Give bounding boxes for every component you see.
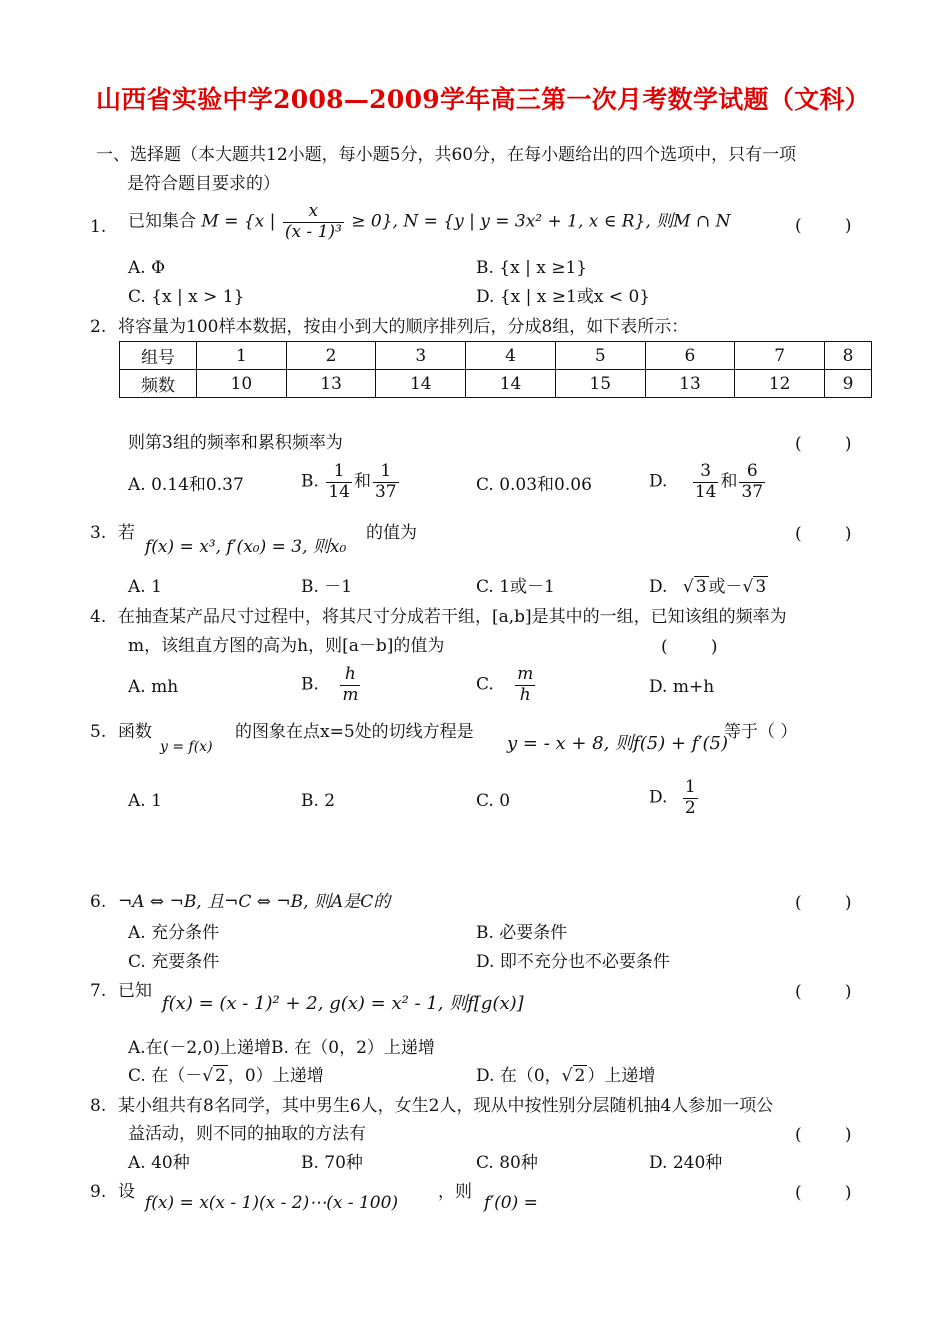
q8-option-c: C. 80种 — [476, 1153, 538, 1173]
q8-option-b: B. 70种 — [301, 1153, 363, 1173]
frac-den: 37 — [374, 481, 397, 502]
q1-stem — [128, 202, 731, 242]
q4-optb-label: B. — [301, 674, 319, 695]
frac-den: 2 — [684, 797, 696, 818]
q7-optc-post: ，0）上递增 — [227, 1066, 324, 1086]
q5-option-b: B. 2 — [301, 791, 336, 811]
q2-number: 2. — [90, 317, 107, 337]
q4-answer-blank[interactable]: ( ) — [661, 637, 718, 657]
table-cell: 3 — [376, 342, 466, 370]
frac-den: 14 — [694, 481, 717, 502]
q3-optd-label: D. — [649, 577, 668, 597]
q8-number: 8. — [90, 1096, 107, 1116]
table-cell: 13 — [645, 370, 735, 398]
q5-option-c: C. 0 — [476, 791, 511, 811]
q4-optc-label: C. — [476, 674, 494, 695]
frac-num: h — [340, 665, 360, 686]
frac-den: 14 — [328, 481, 350, 502]
q1-number: 1. — [90, 217, 107, 237]
frac-num: 1 — [373, 462, 399, 483]
table-cell: 9 — [825, 370, 872, 398]
q3-answer-blank[interactable]: ( ) — [795, 524, 852, 544]
q5-option-a: A. 1 — [128, 791, 162, 811]
q5-optd-label: D. — [649, 787, 668, 808]
q2-optd-frac1 — [693, 462, 719, 502]
table-cell: 15 — [555, 370, 645, 398]
q2-option-d — [649, 462, 767, 502]
q2-optb-frac1 — [326, 462, 352, 502]
frac-den: 37 — [741, 481, 764, 502]
q7-optd-pre: D. 在（0， — [476, 1066, 562, 1086]
frac-num: 1 — [684, 777, 696, 797]
section-heading-cont: 是符合题目要求的） — [127, 174, 280, 194]
q5-optd-frac — [683, 778, 698, 818]
table-cell: 10 — [197, 370, 287, 398]
q3-option-c: C. 1或－1 — [476, 577, 555, 597]
q1-frac-num: x — [283, 202, 344, 223]
table-cell: 2 — [286, 342, 376, 370]
q1-option-c: C. {x | x > 1} — [128, 287, 245, 307]
q7-optc-pre: C. 在（－ — [128, 1066, 203, 1086]
table-cell: 12 — [735, 370, 825, 398]
q6-option-a: A. 充分条件 — [128, 923, 220, 943]
q1-option-a: A. Φ — [128, 258, 166, 278]
q2-question: 则第3组的频率和累积频率为 — [128, 433, 343, 453]
q7-answer-blank[interactable]: ( ) — [795, 982, 852, 1002]
frequency-table — [119, 341, 872, 398]
table-row — [120, 342, 872, 370]
q9-math: f(x) = x(x - 1)(x - 2)⋯(x - 100) — [145, 1193, 399, 1213]
table-cell: 8 — [825, 342, 872, 370]
sqrt-radicand: 2 — [574, 1066, 586, 1086]
frac-den: h — [519, 684, 531, 705]
q9-answer-blank[interactable]: ( ) — [795, 1183, 852, 1203]
sqrt-radicand: 2 — [215, 1066, 226, 1086]
q3-number: 3. — [90, 523, 107, 543]
q2-option-a: A. 0.14和0.37 — [128, 475, 244, 495]
q3-prefix: 若 — [118, 523, 135, 543]
q2-optd-and: 和 — [720, 471, 738, 492]
q7-option-ab: A.在(－2,0)上递增B. 在（0，2）上递增 — [128, 1038, 435, 1058]
q7-prefix: 已知 — [118, 981, 152, 1001]
q6-answer-blank[interactable]: ( ) — [795, 893, 852, 913]
table-row — [120, 370, 872, 398]
q4-option-c — [476, 665, 537, 705]
table-cell: 6 — [645, 342, 735, 370]
q7-math: f(x) = (x - 1)² + 2, g(x) = x² - 1, 则f[g(x)] — [162, 993, 524, 1014]
q6-number: 6. — [90, 892, 107, 912]
q5-math: y = - x + 8, 则f(5) + f′(5) — [507, 733, 729, 754]
q2-text: 将容量为100样本数据，按由小到大的顺序排列后，分成8组，如下表所示： — [118, 317, 689, 337]
q8-line1: 某小组共有8名同学，其中男生6人，女生2人，现从中按性别分层随机抽4人参加一项公 — [118, 1096, 774, 1116]
q5-mid: 的图象在点x=5处的切线方程是 — [235, 722, 474, 742]
q1-answer-blank[interactable]: ( ) — [795, 216, 852, 236]
sqrt-radicand: 3 — [755, 577, 767, 597]
frac-num: 6 — [739, 462, 765, 483]
table-row-label: 组号 — [120, 342, 197, 370]
q1-frac-den: (x - 1)³ — [284, 221, 342, 242]
q5-suffix: 等于（ ） — [724, 722, 798, 742]
q9-number: 9. — [90, 1182, 107, 1202]
frac-den: m — [342, 684, 359, 705]
q5-function: y = f(x) — [160, 739, 213, 755]
q1-math-a: M = {x | — [201, 211, 276, 232]
q6-option-b: B. 必要条件 — [476, 923, 568, 943]
q8-option-d: D. 240种 — [649, 1153, 723, 1173]
q9-math2: f′(0) = — [484, 1193, 538, 1213]
frac-num: 1 — [326, 462, 352, 483]
sqrt-radicand: 3 — [695, 577, 707, 597]
q2-option-b — [301, 462, 401, 502]
section-heading: 一、选择题（本大题共12小题，每小题5分，共60分，在每小题给出的四个选项中，只有一项 — [96, 145, 797, 165]
q2-optb-label: B. — [301, 471, 319, 492]
q7-optd-post: ）上递增 — [587, 1066, 656, 1086]
q7-option-d: D. 在（0，√ 2 ）上递增 — [476, 1066, 656, 1086]
q1-fraction — [283, 202, 344, 242]
q1-math-b: ≥ 0}, N = {y | y = 3x² + 1, x ∈ R}, 则M ∩ N — [351, 211, 731, 232]
q8-option-a: A. 40种 — [128, 1153, 190, 1173]
q4-option-a: A. mh — [128, 677, 179, 697]
q9-prefix: 设 — [118, 1182, 135, 1202]
table-cell: 4 — [466, 342, 556, 370]
q5-option-d — [649, 778, 700, 818]
q2-optd-label: D. — [649, 471, 668, 492]
table-row-label: 频数 — [120, 370, 197, 398]
q2-answer-blank[interactable]: ( ) — [795, 434, 852, 454]
q3-option-b: B. －1 — [301, 577, 353, 597]
q5-prefix: 函数 — [118, 722, 152, 742]
q9-mid: ，则 — [438, 1182, 472, 1202]
q4-option-d: D. m+h — [649, 677, 715, 697]
q3-math: f(x) = x³, f′(x₀) = 3, 则x₀ — [145, 537, 347, 557]
q3-suffix: 的值为 — [366, 523, 417, 543]
table-cell: 5 — [555, 342, 645, 370]
q6-option-d: D. 即不充分也不必要条件 — [476, 952, 670, 972]
q1-prefix: 已知集合 — [128, 211, 196, 232]
q2-optb-frac2 — [373, 462, 399, 502]
q8-answer-blank[interactable]: ( ) — [795, 1125, 852, 1145]
q4-optc-frac — [515, 665, 535, 705]
frac-num: m — [517, 664, 534, 684]
q3-option-d: D. √ 3 或－√ 3 — [649, 577, 767, 597]
q3-optd-or: 或－ — [708, 577, 743, 597]
q2-optd-frac2 — [739, 462, 765, 502]
q5-number: 5. — [90, 722, 107, 742]
q2-option-c: C. 0.03和0.06 — [476, 475, 592, 495]
q7-number: 7. — [90, 981, 107, 1001]
q6-option-c: C. 充要条件 — [128, 952, 220, 972]
page-title: 山西省实验中学2008—2009学年高三第一次月考数学试题（文科） — [96, 85, 871, 114]
table-cell: 1 — [197, 342, 287, 370]
q4-line1: 在抽查某产品尺寸过程中，将其尺寸分成若干组，[a,b]是其中的一组，已知该组的频率为 — [118, 607, 787, 627]
q1-option-b: B. {x | x ≥1} — [476, 258, 588, 278]
table-cell: 13 — [286, 370, 376, 398]
q4-option-b — [301, 665, 362, 705]
q6-math: ¬A ⇔ ¬B, 且¬C ⇔ ¬B, 则A是C的 — [118, 892, 391, 912]
table-cell: 14 — [376, 370, 466, 398]
q4-number: 4. — [90, 607, 107, 627]
q2-optb-and: 和 — [353, 471, 371, 492]
frac-num: 3 — [693, 462, 719, 483]
q7-option-c: C. 在（－√ 2 ，0）上递增 — [128, 1066, 324, 1086]
q8-line2: 益活动，则不同的抽取的方法有 — [128, 1124, 366, 1144]
q1-option-d: D. {x | x ≥1或x < 0} — [476, 287, 651, 307]
q4-optb-frac — [340, 665, 360, 705]
q4-line2: m，该组直方图的高为h，则[a－b]的值为 — [128, 636, 445, 656]
table-cell: 14 — [466, 370, 556, 398]
q3-option-a: A. 1 — [128, 577, 162, 597]
table-cell: 7 — [735, 342, 825, 370]
